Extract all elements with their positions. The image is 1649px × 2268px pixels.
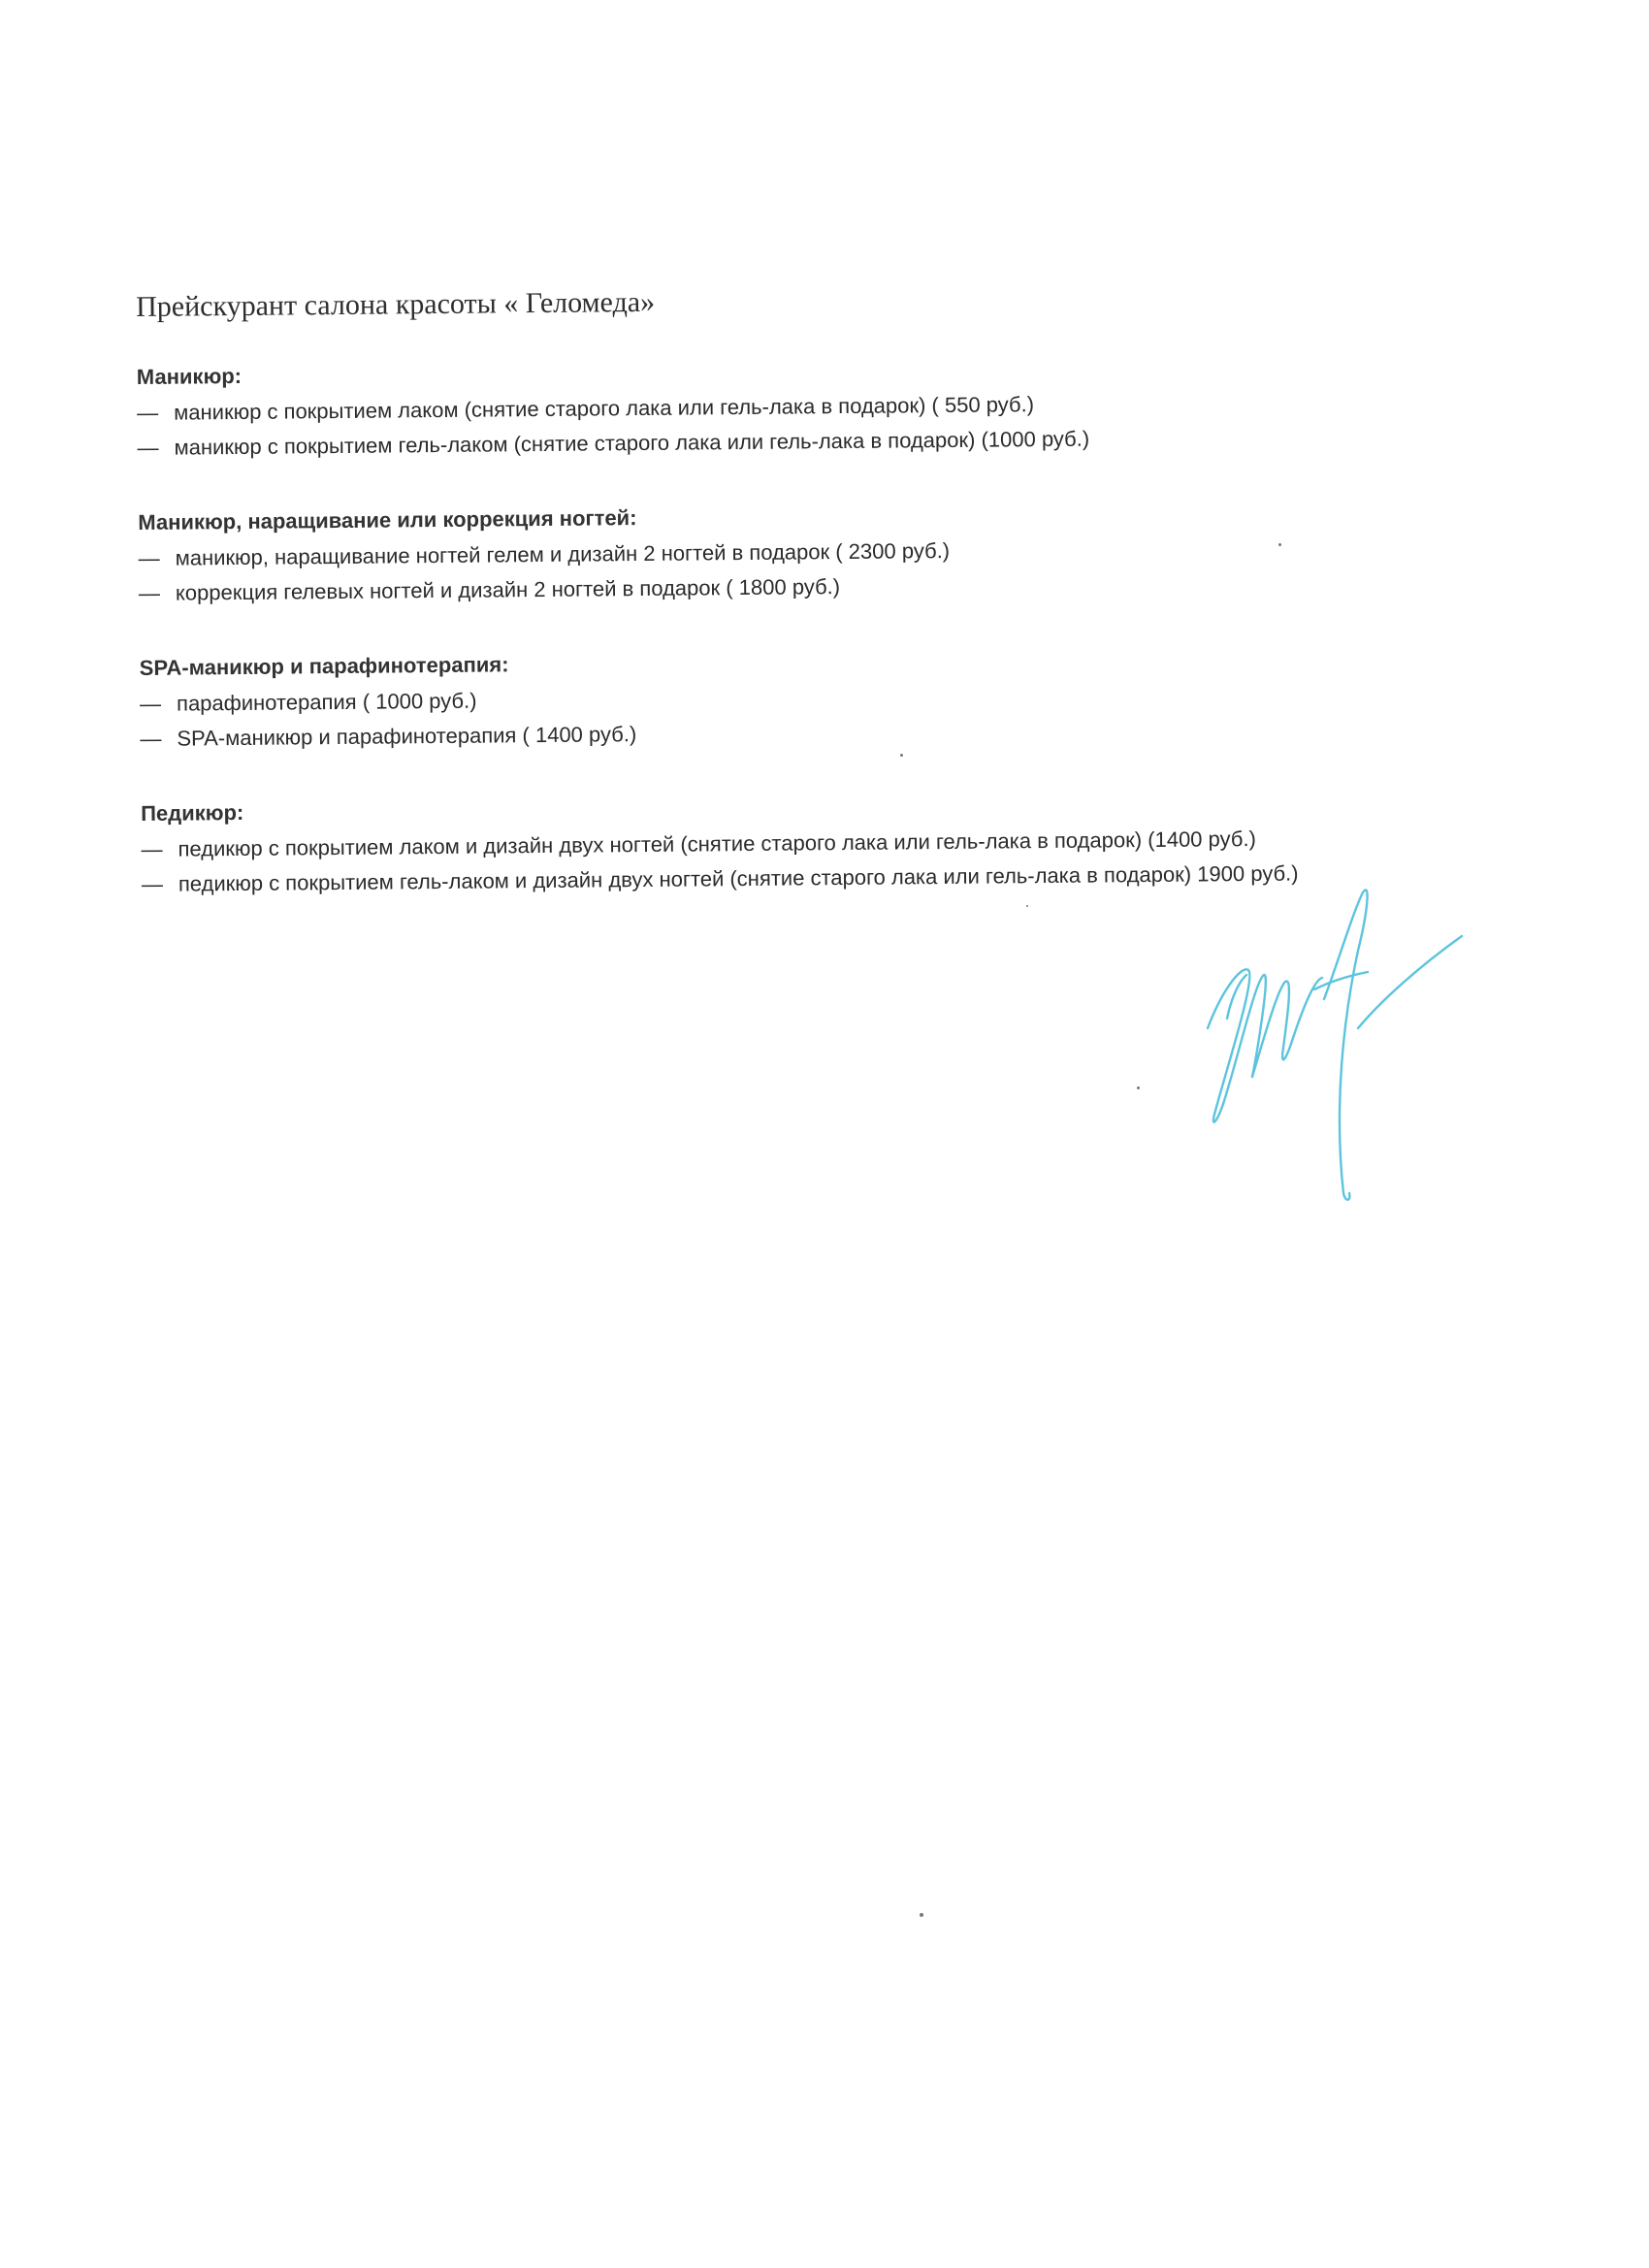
item-text: маникюр с покрытием лаком (снятие старого лака или гель-лака в подарок) ( 550 руб.) [174,392,1035,425]
scan-speck [920,1913,923,1917]
dash-bullet: — [141,871,163,896]
dash-bullet: — [140,726,162,751]
item-text: маникюр, наращивание ногтей гелем и дизайн 2 ногтей в подарок ( 2300 руб.) [175,537,951,570]
dash-bullet: — [138,545,160,570]
section-heading: SPA-маникюр и парафинотерапия: [139,652,509,680]
section-heading: Маникюр, наращивание или коррекция ногтей: [138,505,637,535]
dash-bullet: — [138,580,161,605]
section-spa [140,643,1479,757]
item-text: маникюр с покрытием гель-лаком (снятие старого лака или гель-лака в подарок) (1000 руб.) [174,426,1090,460]
dash-bullet: — [137,435,159,460]
price-list [136,278,1480,947]
page-title: Прейскурант салона красоты « Геломеда» [136,285,656,323]
signature-strokes [1208,890,1462,1199]
dash-bullet: — [137,400,159,425]
section-heading: Педикюр: [141,799,244,826]
dash-bullet: — [139,691,162,716]
item-text: SPA-маникюр и парафинотерапия ( 1400 руб.) [177,722,637,751]
section-extension [138,498,1477,611]
item-text: педикюр с покрытием лаком и дизайн двух ногтей (снятие старого лака или гель-лака в подарок) (1400 руб.) [178,826,1256,861]
scan-speck [1026,905,1028,907]
item-text: педикюр с покрытием гель-лаком и дизайн двух ногтей (снятие старого лака или гель-лака в подарок) 1900 руб.) [178,860,1299,896]
item-text: коррекция гелевых ногтей и дизайн 2 ногтей в подарок ( 1800 руб.) [175,574,841,605]
section-heading: Маникюр: [136,363,242,389]
scan-speck [1278,543,1281,546]
scan-speck [900,754,903,757]
dash-bullet: — [141,836,163,861]
item-text: парафинотерапия ( 1000 руб.) [176,688,477,716]
scan-speck [1137,1086,1140,1089]
section-manicure [137,352,1476,466]
handwritten-signature [1188,873,1479,1213]
